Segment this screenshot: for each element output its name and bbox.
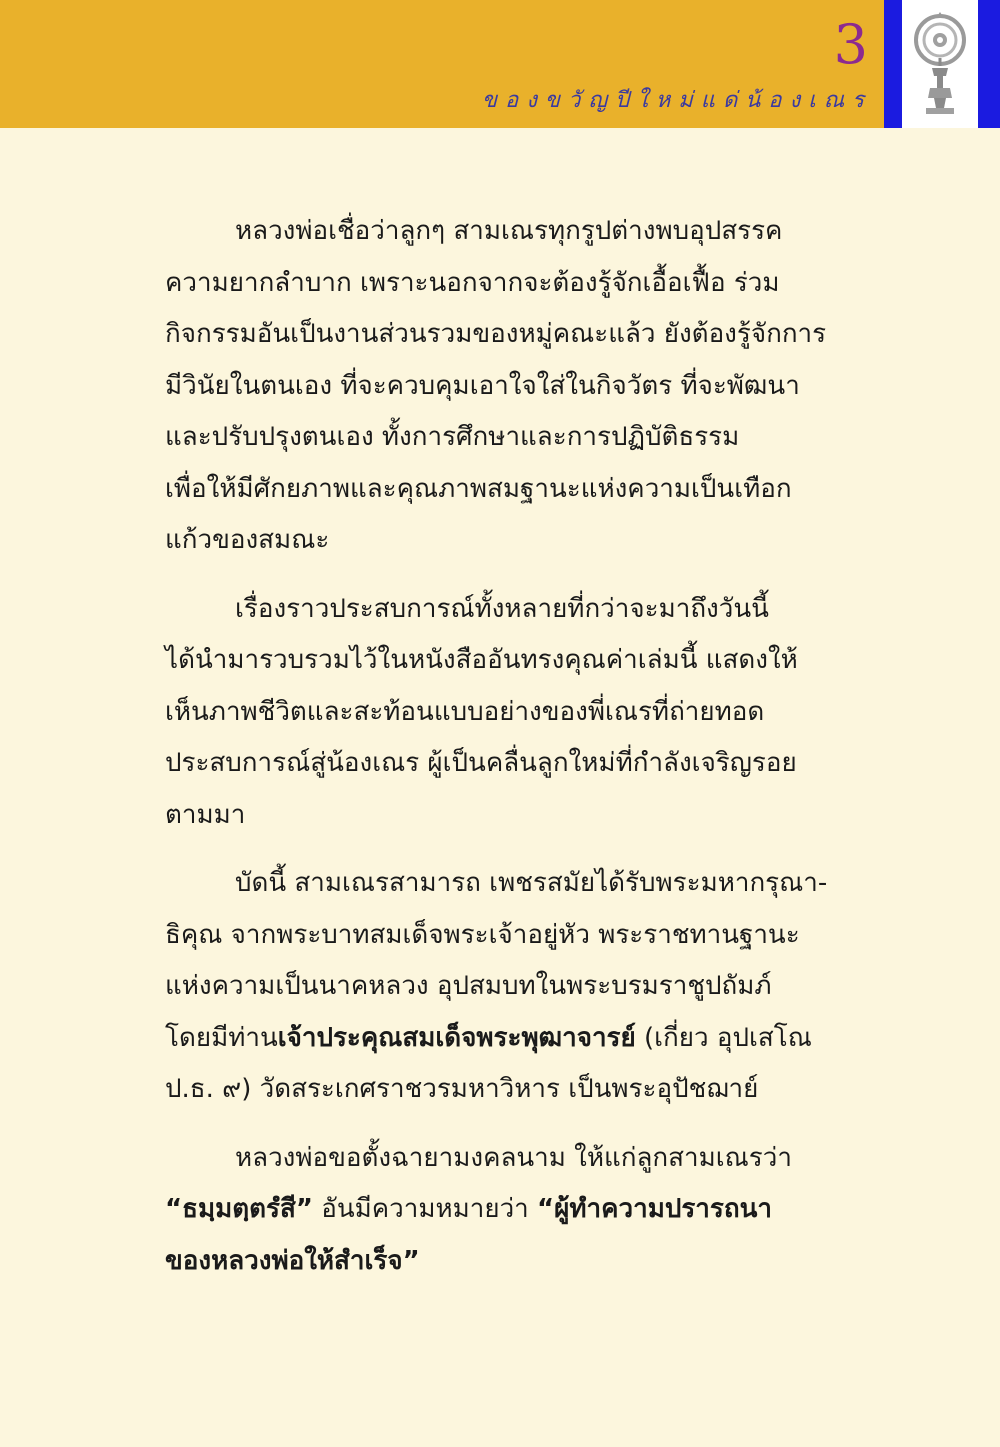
text-line: ป.ธ. ๙) วัดสระเกศราชวรมหาวิหาร เป็นพระอุปัชฌาย์	[165, 1074, 759, 1104]
text-line: แก้วของสมณะ	[165, 525, 330, 555]
royal-emblem-icon	[908, 4, 972, 124]
monastic-name: “ธมฺมตฺตรํสี”	[165, 1194, 313, 1224]
text-line: ได้นำมารวบรวมไว้ในหนังสืออันทรงคุณค่าเล่มนี้ แสดงให้	[165, 645, 798, 675]
text-line: เห็นภาพชีวิตและสะท้อนแบบอย่างของพี่เณรที่ถ่ายทอด	[165, 696, 765, 727]
text-line: ตามมา	[165, 799, 246, 830]
text-line: บัดนี้ สามเณรสามารถ เพชรสมัยได้รับพระมหากรุณา-	[235, 868, 828, 898]
preceptor-name: เจ้าประคุณสมเด็จพระพุฒาจารย์	[277, 1022, 636, 1053]
book-title: ของขวัญปีใหม่แด่น้องเณร	[481, 88, 872, 113]
name-meaning: “ผู้ทำความปรารถนา	[537, 1194, 772, 1224]
paragraph-1	[165, 206, 835, 567]
text-line: ความยากลำบาก เพราะนอกจากจะต้องรู้จักเอื้อเฟื้อ ร่วม	[165, 267, 780, 298]
page-content	[165, 206, 835, 1304]
text-line	[165, 1236, 835, 1288]
text-line: หลวงพ่อขอตั้งฉายามงคลนาม ให้แก่ลูกสามเณรว่า	[235, 1142, 792, 1173]
paragraph-3	[165, 858, 835, 1116]
text-line: เรื่องราวประสบการณ์ทั้งหลายที่กว่าจะมาถึงวันนี้	[235, 593, 769, 624]
text-line: และปรับปรุงตนเอง ทั้งการศึกษาและการปฏิบัติธรรม	[165, 422, 740, 452]
paragraph-2	[165, 584, 835, 842]
text-line	[165, 1013, 835, 1065]
text-segment: (เกี่ยว อุปเสโณ	[635, 1022, 812, 1053]
text-line: กิจกรรมอันเป็นงานส่วนรวมของหมู่คณะแล้ว ยังต้องรู้จักการ	[165, 319, 827, 349]
text-segment: โดยมีท่าน	[165, 1022, 278, 1053]
text-line: แห่งความเป็นนาคหลวง อุปสมบทในพระบรมราชูปถัมภ์	[165, 971, 772, 1001]
page-number: 3	[833, 13, 868, 76]
text-line	[165, 1184, 835, 1236]
text-line: หลวงพ่อเชื่อว่าลูกๆ สามเณรทุกรูปต่างพบอุปสรรค	[235, 216, 783, 246]
blue-stripe	[884, 0, 902, 128]
blue-stripe-right	[978, 0, 1000, 128]
page-header	[0, 0, 1000, 128]
text-line: ประสบการณ์สู่น้องเณร ผู้เป็นคลื่นลูกใหม่ที่กำลังเจริญรอย	[165, 748, 797, 778]
text-line: มีวินัยในตนเอง ที่จะควบคุมเอาใจใส่ในกิจวัตร ที่จะพัฒนา	[165, 370, 800, 401]
text-line: เพื่อให้มีศักยภาพและคุณภาพสมฐานะแห่งความเป็นเทือก	[165, 473, 792, 504]
text-segment: อันมีความหมายว่า	[312, 1194, 538, 1224]
paragraph-4	[165, 1133, 835, 1288]
text-line: ธิคุณ จากพระบาทสมเด็จพระเจ้าอยู่หัว พระราชทานฐานะ	[165, 919, 800, 950]
name-meaning-end: ของหลวงพ่อให้สำเร็จ”	[165, 1245, 420, 1276]
